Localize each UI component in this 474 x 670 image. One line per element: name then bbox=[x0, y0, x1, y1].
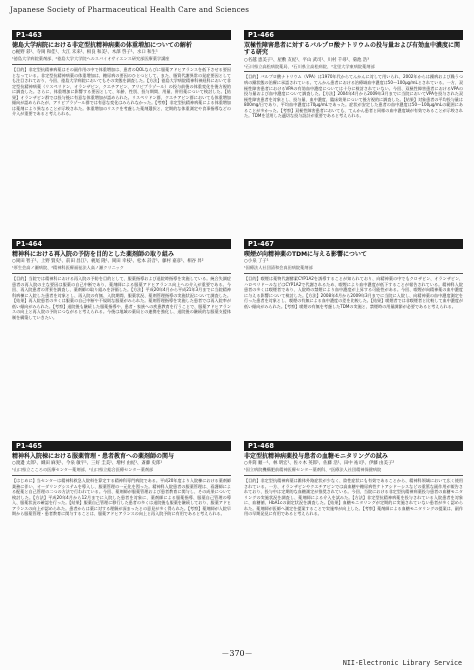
abstract-p1-466 bbox=[244, 30, 463, 227]
abstract-authors: ○小泉 了子¹ bbox=[244, 259, 269, 265]
library-footer: NII-Electronic Library Service bbox=[342, 659, 462, 667]
abstract-title: 徳島大学病院における非定型抗精神病薬の体重増加についての解析 bbox=[12, 42, 192, 49]
abstract-body: 【目的】非定型抗精神病薬は錐体外路症状が少なく、陰性症状にも有効であることから、精神科領域において広く使用されている。一方、オランザピンやクエチアピンでは高血糖や糖尿病性ケトアシドーシスなどの重篤な副作用が報告されており、投与中は定期的な血糖測定が推奨されている。今回、当院における非定型抗精神病薬投与患者の血糖モニタリングの実施状況を調査し、薬剤師による介入を試みた。【方法】非定型抗精神病薬を投与されている入院患者を対象に、血糖値、HbA1cの測定状況を調査した。【結果】血糖モニタリングが定期的に実施されていない患者が多く認められた。薬剤師が医師へ測定を提案することで実施率が向上した。【考察】薬剤師による血糖モニタリングの提案は、副作用の早期発見に有用であると考えられる。 bbox=[244, 478, 463, 517]
divider bbox=[244, 71, 463, 72]
abstract-authors: ○井筒 順一¹、林 明宏¹、佐々木 英郎¹、佐藤 浩¹、田中 祐司¹、伊藤 由美子² bbox=[244, 461, 395, 467]
abstract-title: 双極性障害患者に対するバルプロ酸ナトリウムの投与量および有効血中濃度に関する研究 bbox=[244, 42, 460, 57]
abstract-body: 【はじめに】当センターは精神科救急入院料を算定する精神科専門病院である。平成20年度より入院棟における薬剤師業務に伴い、オーダリングシステムを導入し、服薬管理の一元化を図った。精神科入院患者の服薬管理は、看護師による配薬と自己管理の二つの方法で行われている。今回、薬剤師が服薬管理および患者教育に関与し、その成果について検討した。【方法】平成20年4月から12月までに入院した患者を対象に、薬剤師による服薬指導、服薬自己管理の導入、服薬状況の確認を行った。【結果】服薬自己管理に移行した患者の多くは退院後も服薬を継続しており、服薬アドヒアランスの向上が認められた。患者からは薬に対する理解が深まったとの意見が多く得られた。【考察】薬剤師が入院早期から服薬管理・患者教育に関与することは、服薬アドヒアランスの向上と再入院予防に有用であると考えられる。 bbox=[12, 478, 231, 517]
divider bbox=[244, 273, 463, 274]
abstract-body: 【目的】当院では精神科における再入院の予防を目的として、服薬指導および退院時指導を実施している。統合失調症患者の再入院の主な要因は服薬の自己中断であり、薬剤師による服薬アドヒアランス向上への介入が重要である。今回、再入院患者の背景を調査し、薬剤師の取り組みを評価した。【方法】平成20年4月から平成21年3月までに当院精神科病棟に入院した患者を対象とし、再入院の有無、入院期間、服薬状況、薬剤管理指導の実施状況について調査した。【結果】再入院患者の多くは服薬の自己中断や不規則な服薬がみられた。薬剤管理指導を実施した患者では再入院率が低い傾向がみられた。【考察】退院後も継続した服薬指導や、患者・家族への疾患教育を行うことで、服薬アドヒアランスの向上と再入院の予防につながると考えられる。今後は地域の薬局との連携を強化し、退院後の継続的な服薬支援体制を構築していきたい。 bbox=[12, 276, 231, 320]
divider bbox=[12, 475, 231, 476]
abstract-id-bar: P1-463 bbox=[12, 30, 231, 40]
abstract-body: 【目的】非定型抗精神病薬はその副作用の中で体重増加は、患者のQOLならびに服薬アドヒアランスを低下させる要因となっている。非定型抗精神病薬の体重増加は、糖尿病の要因のひとつとして、また、脂質代謝異常の発症要因としても注目されており、今回、徳島大学病院においてもその実態を調査した。【方法】徳島大学病院精神科神経科において非定型抗精神病薬（リスペリドン、オランザピン、クエチアピン、アリピプラゾール）の投与前後の体重変化を後方視的に調査した。さらに、体重増加に影響する要因として、年齢、性別、投与期間、用量、併用薬について検討した。【結果】オランザピン群では投与後に有意な体重増加が認められた。リスペリドン群、クエチアピン群においても体重増加傾向が認められたが、アリピプラゾール群では有意な変化はみられなかった。【考察】非定型抗精神病薬による体重増加は薬剤により異なることが示唆された。体重増加のリスクを考慮した薬剤選択と、定期的な体重測定や食事指導などの介入が重要であると考えられる。 bbox=[12, 67, 231, 117]
page-number: －370－ bbox=[221, 649, 253, 658]
abstract-p1-465 bbox=[12, 441, 231, 639]
abstract-affiliation: ¹石川県立高松病院薬局、²石川県立高松病院、³北里大学東病院薬剤部 bbox=[244, 63, 375, 69]
abstract-id-bar: P1-464 bbox=[12, 239, 231, 249]
abstract-authors: ○梶野 彩¹、寺岡 和佳¹、大江 未来²、相良 和美¹、木澤 啓子¹、水口 和生¹ bbox=[12, 50, 158, 56]
abstract-title: 精神科における再入院の予防を目的とした薬剤師の取り組み bbox=[12, 251, 175, 258]
divider bbox=[244, 475, 463, 476]
abstract-authors: ○名越 恵美子¹、屋敷 友紀¹、平山 武司¹、川村 千尋²、菊池 浩³ bbox=[244, 57, 369, 63]
abstract-p1-468 bbox=[244, 441, 463, 639]
abstract-p1-467 bbox=[244, 239, 463, 437]
abstract-affiliation: ¹厚生会高ノ瀬病院、²精神科医療福祉法人高ノ瀬クリニック bbox=[12, 265, 124, 271]
abstract-affiliation: ¹国立病院機構肥前精神医療センター薬剤科、²医療法人社団精神保健病院 bbox=[244, 467, 382, 473]
abstract-affiliation: ¹山口県立こころの医療センター薬剤部、²山口県立総合医療センター薬剤部 bbox=[12, 467, 154, 473]
abstract-id-bar: P1-465 bbox=[12, 441, 231, 451]
abstract-id-bar: P1-466 bbox=[244, 30, 463, 40]
abstract-authors: ○岡田 智子¹、上野 賢史¹、前田 昌江¹、梶尾 隆¹、岡田 幸枝¹、松本 詩音¹、藤村 嘉彦¹、相谷 昇² bbox=[12, 259, 204, 265]
divider bbox=[12, 273, 231, 274]
abstract-p1-464 bbox=[12, 239, 231, 437]
divider bbox=[12, 64, 231, 65]
abstract-id-bar: P1-468 bbox=[244, 441, 463, 451]
abstract-body: 【目的】バルプロ酸ナトリウム（VPA）は1970年代からてんかんに対して用いられ、2002年からは躁病および躁うつ病の躁状態の治療に承認されている。てんかん患者における治療域血中濃度は50〜100μg/mLとされている。一方、双極性障害患者におけるVPAの有効血中濃度については十分に検討されていない。今回、双極性障害患者におけるVPAの投与量および血中濃度について調査した。【方法】2004年4月から2009年3月までに当院においてVPAを投与された双極性障害患者を対象とし、投与量、血中濃度、臨床効果について後方視的に調査した。【結果】対象患者の平均投与量は800mg/日であり、平均血中濃度は70μg/mLであった。症状が安定した患者の血中濃度は50〜100μg/mLの範囲にあることが多かった。【考察】双極性障害患者においても、てんかん患者と同様の血中濃度域が有効であることが示唆された。TDMを活用した適切な投与設計が重要であると考えられる。 bbox=[244, 74, 463, 119]
abstract-authors: ○渡邊 太郎¹、織田 麻実¹、今泉 敏宇¹、三好 圭美¹、増村 由紀¹、斎藤 史郎¹ bbox=[12, 461, 163, 467]
abstract-affiliation: ¹徳島大学病院薬剤部、²徳島大学大学院ヘルスバイオサイエンス研究部医療薬学講座 bbox=[12, 56, 170, 62]
abstract-body: 【目的】喫煙は薬物代謝酵素CYP1A2を誘導することが知られており、向精神薬の中でもクロザピン、オランザピン、ハロペリドールなどはCYP1A2で代謝されるため、喫煙により血中濃度が低下することが報告されている。精神科入院患者の多くは喫煙者であり、入院時の禁煙により血中濃度が上昇する可能性がある。今回、喫煙が向精神薬の血中濃度に与える影響について検討した。【方法】2008年4月から2009年3月までに当院に入院し、向精神薬の血中濃度測定を行った患者を対象とし、喫煙の有無による血中濃度の差を比較した。【結果】喫煙者では非喫煙者と比較して血中濃度が低い傾向がみられた。【考察】喫煙の有無を考慮したTDMの実施と、禁煙時の用量調節が必要であると考えられる。 bbox=[244, 276, 463, 309]
journal-header: Japanese Society of Pharmaceutical Health Care and Sciences bbox=[10, 5, 250, 14]
abstract-id-bar: P1-467 bbox=[244, 239, 463, 249]
abstract-title: 精神科入院棟における服薬管理・患者教育への薬剤師の関与 bbox=[12, 453, 175, 460]
abstract-p1-463 bbox=[12, 30, 231, 227]
abstract-title: 非定型抗精神病薬投与患者の血糖モニタリングの試み bbox=[244, 453, 388, 460]
abstract-affiliation: ¹国療法人社団清和会真田病院薬剤部 bbox=[244, 265, 313, 271]
abstract-title: 喫煙が向精神薬のTDMに与える影響について bbox=[244, 251, 367, 258]
